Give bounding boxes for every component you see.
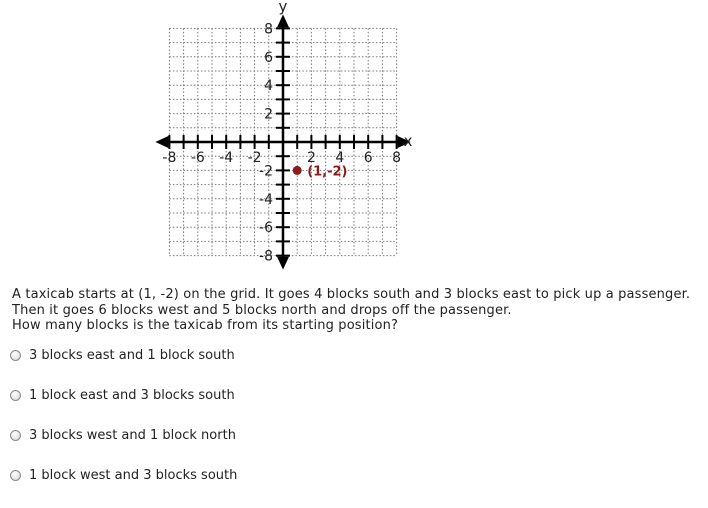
y-axis-label: y [278, 0, 288, 16]
answer-option-1[interactable] [10, 345, 235, 365]
answer-option-4[interactable] [10, 465, 237, 485]
question-line-2: Then it goes 6 blocks west and 5 blocks north and drops off the passenger. [12, 302, 512, 318]
x-tick-label: -6 [190, 150, 205, 166]
y-tick-label: -4 [259, 191, 273, 208]
x-tick-label: 4 [335, 150, 345, 166]
x-tick-label: -4 [219, 150, 234, 166]
answer-option-label: 3 blocks west and 1 block north [29, 427, 236, 443]
question-text [12, 287, 708, 334]
x-axis-arrow-left [155, 136, 168, 148]
answer-option-3[interactable] [10, 425, 236, 445]
y-tick-label: 2 [264, 106, 273, 123]
x-tick-label: 8 [392, 150, 402, 166]
y-tick-label: 4 [264, 78, 273, 95]
answer-option-label: 1 block west and 3 blocks south [29, 467, 238, 483]
radio-button[interactable] [10, 390, 21, 401]
y-tick-label: -2 [259, 163, 273, 180]
x-tick-label: 6 [363, 150, 373, 166]
y-tick-label: 6 [264, 49, 273, 66]
y-tick-label: 8 [264, 21, 273, 38]
radio-button[interactable] [10, 350, 21, 361]
y-tick-label: -6 [259, 220, 273, 237]
answer-option-label: 3 blocks east and 1 block south [29, 347, 235, 363]
answer-option-2[interactable] [10, 385, 235, 405]
axes [155, 14, 410, 269]
question-line-3: How many blocks is the taxicab from its starting position? [12, 318, 399, 333]
answer-option-label: 1 block east and 3 blocks south [29, 387, 235, 403]
x-tick-label: 2 [306, 150, 316, 166]
x-tick-label: -2 [247, 150, 262, 166]
y-axis-arrow-up [277, 14, 289, 27]
point-marker [293, 166, 302, 175]
x-tick-label: -8 [162, 150, 177, 166]
y-axis-arrow-down [277, 257, 289, 270]
point-label: (1,-2) [307, 164, 348, 180]
radio-button[interactable] [10, 470, 21, 481]
radio-button[interactable] [10, 430, 21, 441]
question-line-1: A taxicab starts at (1, -2) on the grid. It goes 4 blocks south and 3 blocks east to pick up a passenger. [12, 287, 691, 302]
y-tick-label: -8 [259, 248, 273, 265]
x-axis-label: x [403, 132, 413, 150]
